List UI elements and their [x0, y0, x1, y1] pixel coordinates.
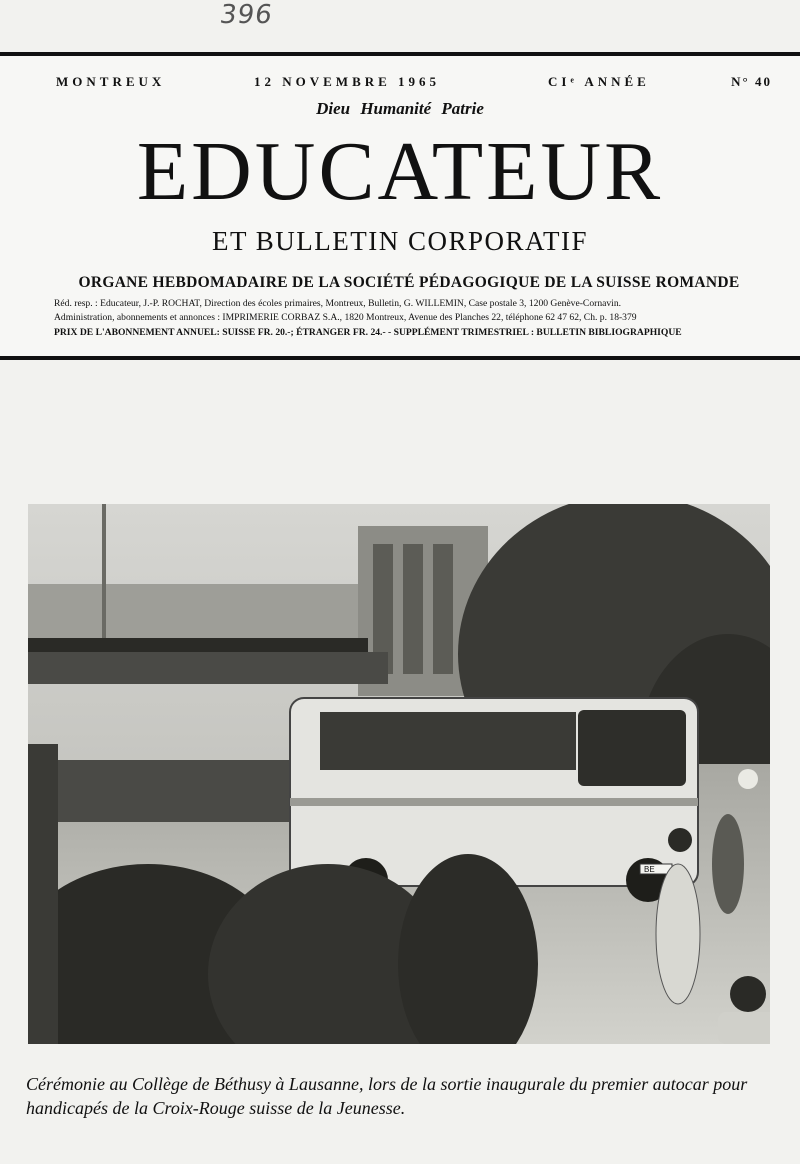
photo-caption: Cérémonie au Collège de Béthusy à Lausanne, lors de la sortie inaugurale du premier autocar pour handicapés de la Croix-Rouge suisse de la Jeunesse.	[26, 1074, 748, 1118]
motto: Dieu Humanité Patrie	[316, 99, 484, 118]
subscription-price: PRIX DE L'ABONNEMENT ANNUEL: SUISSE FR. 20.-; ÉTRANGER FR. 24.- - SUPPLÉMENT TRIMESTRIEL : BULLETIN BIBLIOGRAPHIQUE	[54, 327, 682, 338]
dateline	[56, 74, 772, 92]
cover-photo	[28, 504, 770, 1044]
editor-info: Réd. resp. : Educateur, J.-P. ROCHAT, Direction des écoles primaires, Montreux, Bulletin, G. WILLEMIN, Case postale 3, 1200 Genève-Cornavin.	[54, 298, 622, 309]
masthead-bottom-rule	[0, 356, 800, 360]
masthead-top-rule	[0, 52, 800, 56]
dateline-issue-number: N° 40	[731, 74, 772, 89]
dateline-year: CIᵉ ANNÉE	[548, 74, 650, 89]
cover-photo-drawing	[28, 504, 770, 1044]
publication-title: EDUCATEUR	[136, 125, 664, 218]
organ-line: ORGANE HEBDOMADAIRE DE LA SOCIÉTÉ PÉDAGOGIQUE DE LA SUISSE ROMANDE	[78, 274, 740, 291]
page-number: 396	[217, 0, 275, 30]
dateline-city: MONTREUX	[56, 74, 166, 89]
administration-info: Administration, abonnements et annonces : IMPRIMERIE CORBAZ S.A., 1820 Montreux, Avenue des Planches 22, téléphone 62 47 62, Ch. p. 18-379	[54, 312, 637, 323]
publication-subtitle: ET BULLETIN CORPORATIF	[211, 226, 588, 256]
bus-plate: BE	[644, 865, 655, 874]
dateline-date: 12 NOVEMBRE 1965	[254, 74, 441, 89]
